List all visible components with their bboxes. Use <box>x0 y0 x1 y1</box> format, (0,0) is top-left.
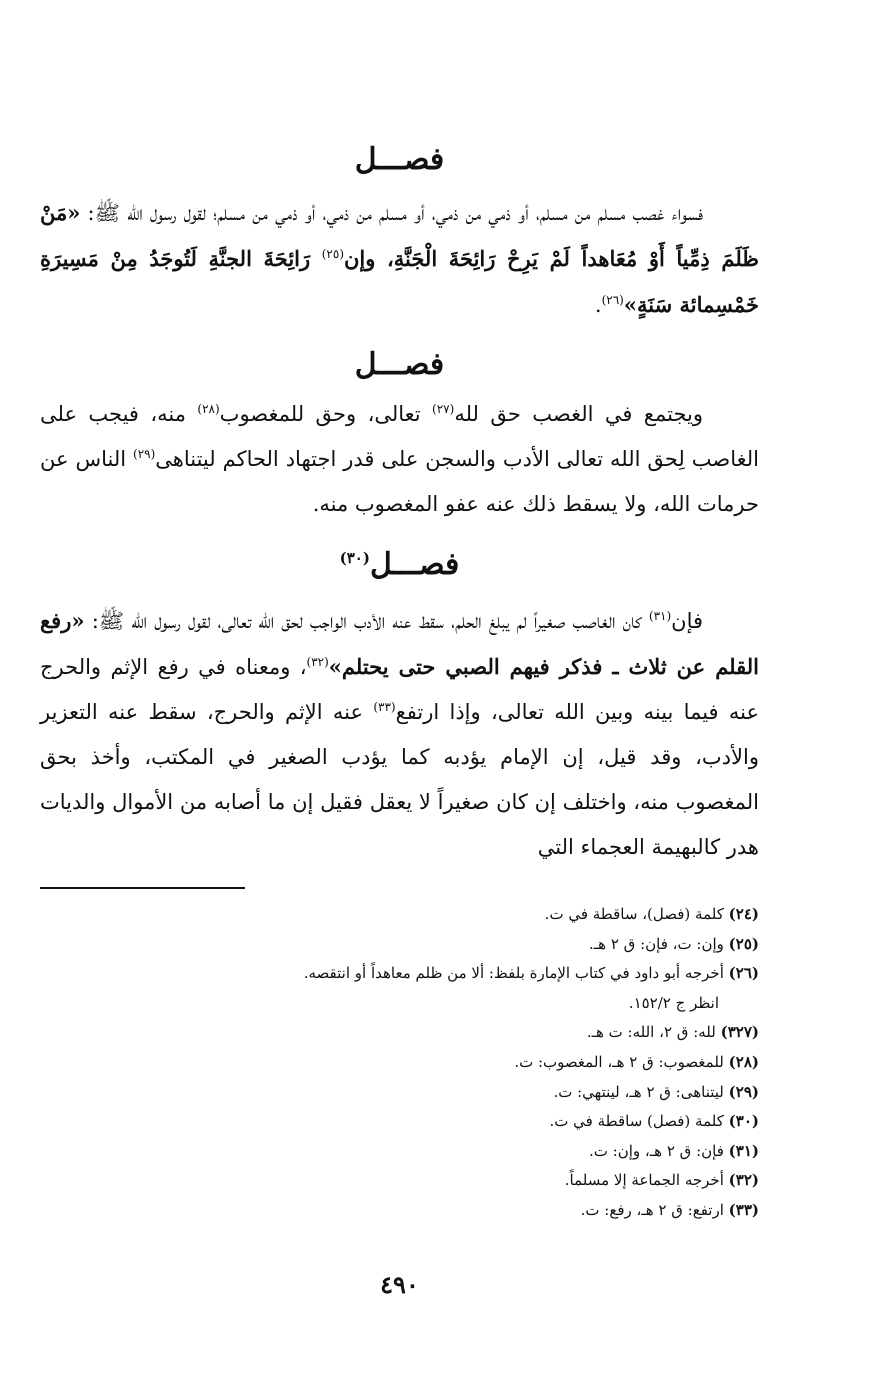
footnote-ref: (٢٧) <box>432 402 455 416</box>
paragraph-text: . <box>594 293 602 317</box>
section-heading <box>40 538 759 585</box>
paragraph-text: عنه الإثم والحرج، سقط عنه التعزير والأدب، وقد قيل، إن الإمام يؤدبه كما يؤدب الصغير في المكتب، وأخذ بحق المغصوب منه، واختلف إن كان صغيراً لا يعقل فقيل إن ما أصابه من الأموال والديات هدر كالبهيمة العجماء التي <box>40 700 759 859</box>
page-number: ٤٩٠ <box>380 1270 419 1299</box>
footnote-text: للمغصوب: ق ٢ هـ، المغصوب: ت. <box>514 1052 724 1071</box>
footnote-text: كلمة (فصل)، ساقطة في ت. <box>544 905 724 923</box>
section-3 <box>40 538 759 585</box>
footnote-text: ارتفع: ق ٢ هـ، رفع: ت. <box>580 1200 724 1219</box>
hadith-quote: «مَنْ ظَلَمَ ذِمِّياً أَوْ مُعَاهداً لَمْ يَرِحْ رَائِحَةَ الْجَنَّةِ، وإن <box>40 200 759 271</box>
paragraph-text: منه، فيجب على الغاصب لِحق الله تعالى الأدب والسجن على قدر اجتهاد الحاكم ليتناهى <box>40 402 759 471</box>
footnote-item <box>40 930 759 960</box>
footnote-number: (٣٢) <box>728 1171 759 1190</box>
footnote-text: كلمة (فصل) ساقطة في ت. <box>549 1112 724 1131</box>
footnote-item <box>40 1137 759 1167</box>
footnote-separator <box>40 887 245 889</box>
footnote-ref: (٣١) <box>648 609 672 623</box>
footnote-text: فإن: ق ٢ هـ، وإن: ت. <box>589 1141 724 1160</box>
footnote-item <box>40 1196 759 1226</box>
book-page <box>40 0 759 1393</box>
footnote-continuation: انظر ج ١٥٢/٢. <box>628 993 719 1012</box>
footnote-item <box>40 1166 759 1196</box>
footnote-ref: (٢٩) <box>133 447 156 461</box>
footnote-number: (٢٤) <box>728 905 759 923</box>
footnote-ref: (٢٦) <box>601 293 624 307</box>
section-1 <box>40 140 759 180</box>
section-heading: فصـــل <box>354 347 445 382</box>
footnote-ref: (٣٠) <box>339 549 370 567</box>
footnote-item <box>40 1048 759 1078</box>
hadith-quote: «رفع القلم عن ثلاث ـ فذكر فيهم الصبي حتى يحتلم» <box>40 608 759 679</box>
footnote-text: أخرجه أبو داود في كتاب الإمارة بلفظ: ألا من ظلم معاهداً أو انتقصه. <box>303 964 724 983</box>
paragraph-text: الناس عن حرمات الله، ولا يسقط ذلك عنه عفو المغصوب منه. <box>40 447 759 516</box>
footnote-number: (٣٠) <box>728 1112 759 1131</box>
section-paragraph <box>40 190 759 328</box>
hadith-quote: رَائِحَةَ الجنَّةِ لَتُوجَدُ مِنْ مَسِيرَةِ خَمْسِمائة سَنَةٍ» <box>40 246 759 317</box>
footnote-ref: (٢٥) <box>321 247 344 261</box>
footnote-number: (٢٦) <box>728 964 759 983</box>
footnote-text: ليتناهى: ق ٢ هـ، لينتهي: ت. <box>553 1082 724 1101</box>
footnote-number: (٢٥) <box>728 934 759 953</box>
footnote-number: (٣٢٧) <box>720 1023 759 1042</box>
footnote-item <box>40 1107 759 1137</box>
footnote-ref: (٢٨) <box>197 402 220 416</box>
footnote-ref: (٣٢) <box>306 655 329 669</box>
footnote-item <box>40 959 759 989</box>
footnote-number: (٣١) <box>728 1141 759 1160</box>
footnote-text: لله: ق ٢، الله: ت هـ. <box>586 1023 716 1042</box>
footnotes <box>40 900 759 1226</box>
footnote-number: (٣٣) <box>728 1200 759 1219</box>
paragraph-text: فسواء غصب مسلم من مسلم، أو ذمي من ذمي، أو مسلم من ذمي، أو ذمي من مسلم؛ لقول رسول الله ﷺ: <box>80 201 703 225</box>
section-heading-text: فصـــل <box>369 547 460 582</box>
paragraph-text: تعالى، وحق للمغصوب <box>219 402 433 426</box>
section-2 <box>40 345 759 385</box>
paragraph-text: ، ومعناه في رفع الإثم والحرج عنه فيما بينه وبين الله تعالى، وإذا ارتفع <box>40 655 759 724</box>
footnote-item <box>40 1078 759 1108</box>
footnote-item <box>40 1018 759 1048</box>
footnote-text: وإن: ت، فإن: ق ٢ هـ. <box>589 934 724 953</box>
paragraph-text: فإن <box>671 609 703 633</box>
section-heading: فصـــل <box>354 142 445 177</box>
footnote-number: (٢٩) <box>728 1082 759 1101</box>
paragraph-text: كان الغاصب صغيراً لم يبلغ الحلم، سقط عنه الأدب الواجب لحق الله تعالى، لقول رسول الله ﷺ: <box>84 609 649 633</box>
footnote-ref: (٣٣) <box>373 700 396 714</box>
paragraph-text: ويجتمع في الغصب حق لله <box>454 402 703 426</box>
footnote-item <box>40 900 759 930</box>
section-paragraph <box>40 598 759 870</box>
section-paragraph <box>40 392 759 527</box>
footnote-number: (٢٨) <box>728 1052 759 1071</box>
footnote-text: أخرجه الجماعة إلا مسلماً. <box>564 1171 724 1190</box>
